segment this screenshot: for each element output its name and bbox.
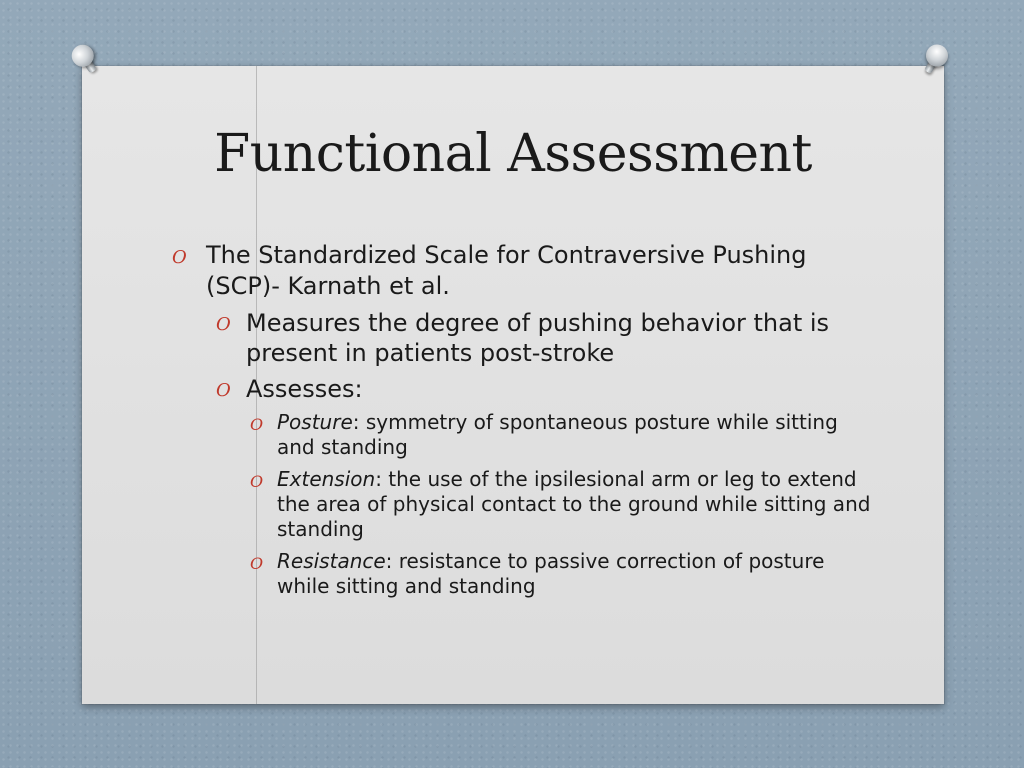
bullet-marker-icon: O [216,314,231,335]
bullet-marker-icon: O [250,554,264,573]
bullet-item-measures [172,308,872,368]
bullet-text: Measures the degree of pushing behavior that is present in patients post-stroke [246,309,830,367]
bullet-marker-icon: O [172,247,187,268]
bullet-list [172,240,872,606]
bullet-term: Posture [277,410,353,434]
bullet-item-resistance [172,549,872,599]
bullet-item-assesses [172,374,872,404]
slide-title: Functional Assessment [214,124,812,184]
bullet-text: Assesses: [246,375,363,403]
bullet-term: Resistance [277,549,386,573]
bullet-term: Extension [277,467,376,491]
bullet-item-scp [172,240,872,302]
bullet-marker-icon: O [216,380,231,401]
bullet-text: : resistance to passive correction of posture while sitting and standing [277,549,825,598]
bullet-text: : symmetry of spontaneous posture while sitting and standing [277,410,838,459]
bullet-marker-icon: O [250,472,264,491]
bullet-item-extension [172,467,872,542]
bullet-marker-icon: O [250,415,264,434]
bullet-text: The Standardized Scale for Contraversive Pushing (SCP)- Karnath et al. [206,241,807,300]
bullet-text: : the use of the ipsilesional arm or leg to extend the area of physical contact to the ground while sitting and standing [277,467,871,541]
bullet-item-posture [172,410,872,460]
